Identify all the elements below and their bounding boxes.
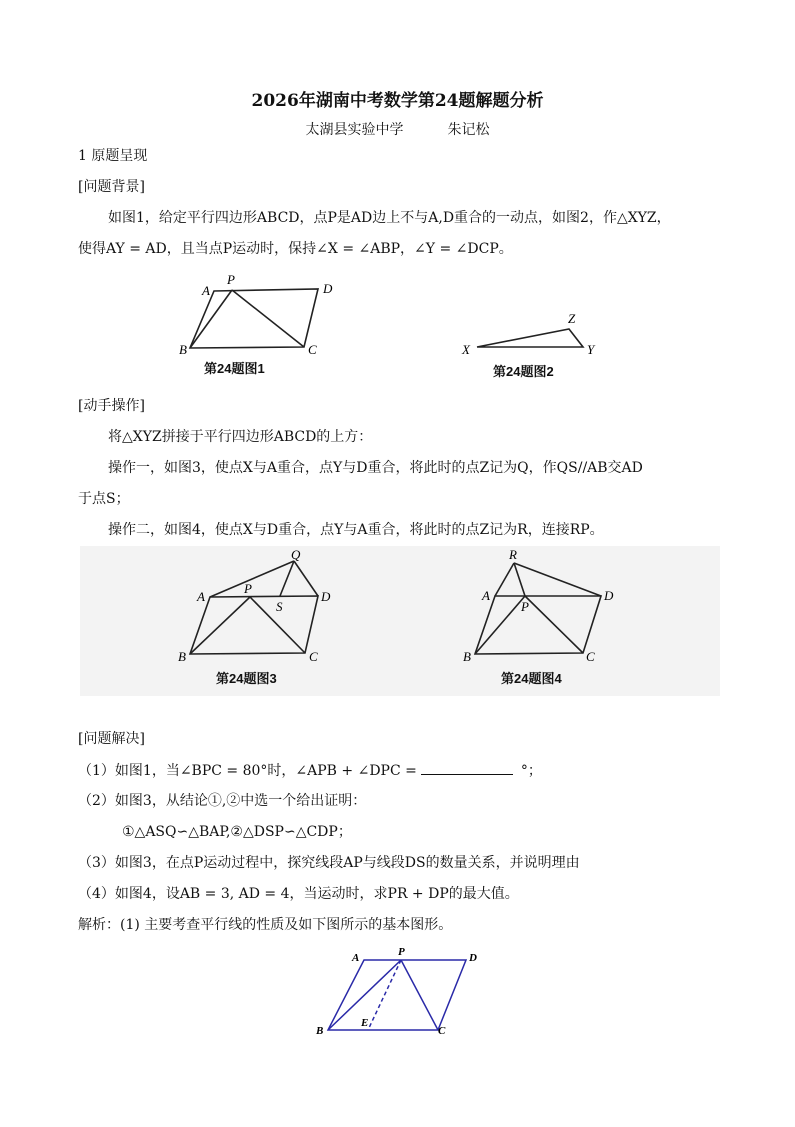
fig5-label-p: P xyxy=(398,946,405,958)
operation-intro: 将△XYZ拼接于平行四边形ABCD的上方： xyxy=(108,429,373,445)
figure-3-caption: 第24题图3 xyxy=(216,671,277,686)
fig4-label-d: D xyxy=(604,588,614,603)
fig5-label-c: C xyxy=(438,1025,446,1037)
section-heading: 1 原题呈现 xyxy=(78,148,148,164)
operation-1-line-1: 操作一，如图3，使点X与A重合，点Y与D重合，将此时的点Z记为Q，作QS//AB交AD xyxy=(108,460,643,476)
fig2-label-x: X xyxy=(462,342,470,357)
figure-4-caption: 第24题图4 xyxy=(501,671,562,686)
background-line-2: 使得AY = AD，且当点P运动时，保持∠X = ∠ABP，∠Y = ∠DCP。 xyxy=(78,241,513,257)
fig4-label-c: C xyxy=(586,649,595,664)
figure-4 xyxy=(455,546,635,691)
operation-1-line-2: 于点S； xyxy=(78,491,130,507)
fig3-label-d: D xyxy=(321,589,331,604)
figure-3 xyxy=(170,546,350,691)
question-1-suffix: °； xyxy=(520,763,542,779)
question-4: （4）如图4，设AB = 3, AD = 4，当运动时，求PR + DP的最大值。 xyxy=(78,886,519,902)
question-1-text: （1）如图1，当∠BPC = 80°时，∠APB + ∠DPC = xyxy=(78,763,417,779)
fig4-label-b: B xyxy=(463,649,471,664)
fig3-label-b: B xyxy=(178,649,186,664)
operation-label: [动手操作] xyxy=(78,398,145,414)
fig1-label-d: D xyxy=(323,281,333,296)
fig5-label-d: D xyxy=(469,952,477,964)
answer-blank xyxy=(421,760,513,775)
question-1 xyxy=(78,760,542,781)
school-name: 太湖县实验中学 xyxy=(305,122,404,138)
figure-5 xyxy=(310,944,490,1039)
question-2: （2）如图3，从结论①,②中选一个给出证明： xyxy=(78,793,367,809)
background-label: [问题背景] xyxy=(78,179,145,195)
fig3-label-p: P xyxy=(244,581,252,596)
fig3-label-a: A xyxy=(197,589,205,604)
operation-2: 操作二，如图4，使点X与D重合，点Y与A重合，将此时的点Z记为R，连接RP。 xyxy=(108,522,604,538)
fig2-label-z: Z xyxy=(568,311,576,326)
figure-1-caption: 第24题图1 xyxy=(204,361,265,376)
figure-1 xyxy=(170,268,350,380)
figure-2-caption: 第24题图2 xyxy=(493,364,554,379)
fig4-label-a: A xyxy=(482,588,490,603)
fig4-label-p: P xyxy=(521,599,529,614)
fig1-label-b: B xyxy=(179,342,187,357)
fig4-label-r: R xyxy=(509,547,517,562)
fig5-label-a: A xyxy=(352,952,360,964)
fig3-label-s: S xyxy=(276,599,283,614)
document-title: 2026年湖南中考数学第24题解题分析 xyxy=(251,91,544,111)
figure-2 xyxy=(455,305,615,385)
question-2-options: ①△ASQ∽△BAP,②△DSP∽△CDP； xyxy=(122,824,352,840)
background-line-1: 如图1，给定平行四边形ABCD，点P是AD边上不与A,D重合的一动点，如图2，作△XYZ， xyxy=(108,210,671,226)
author-line xyxy=(0,119,795,139)
fig3-label-q: Q xyxy=(291,547,301,562)
fig5-label-e: E xyxy=(361,1017,369,1029)
author-name: 朱记松 xyxy=(447,122,490,138)
solve-label: [问题解决] xyxy=(78,731,145,747)
question-3: （3）如图3，在点P运动过程中，探究线段AP与线段DS的数量关系，并说明理由 xyxy=(78,855,580,871)
fig2-label-y: Y xyxy=(587,342,595,357)
fig1-label-p: P xyxy=(227,272,235,287)
fig5-label-b: B xyxy=(316,1025,324,1037)
analysis-text: 解析：(1) 主要考查平行线的性质及如下图所示的基本图形。 xyxy=(78,917,453,933)
fig3-label-c: C xyxy=(309,649,318,664)
fig1-label-a: A xyxy=(202,283,210,298)
fig1-label-c: C xyxy=(308,342,317,357)
